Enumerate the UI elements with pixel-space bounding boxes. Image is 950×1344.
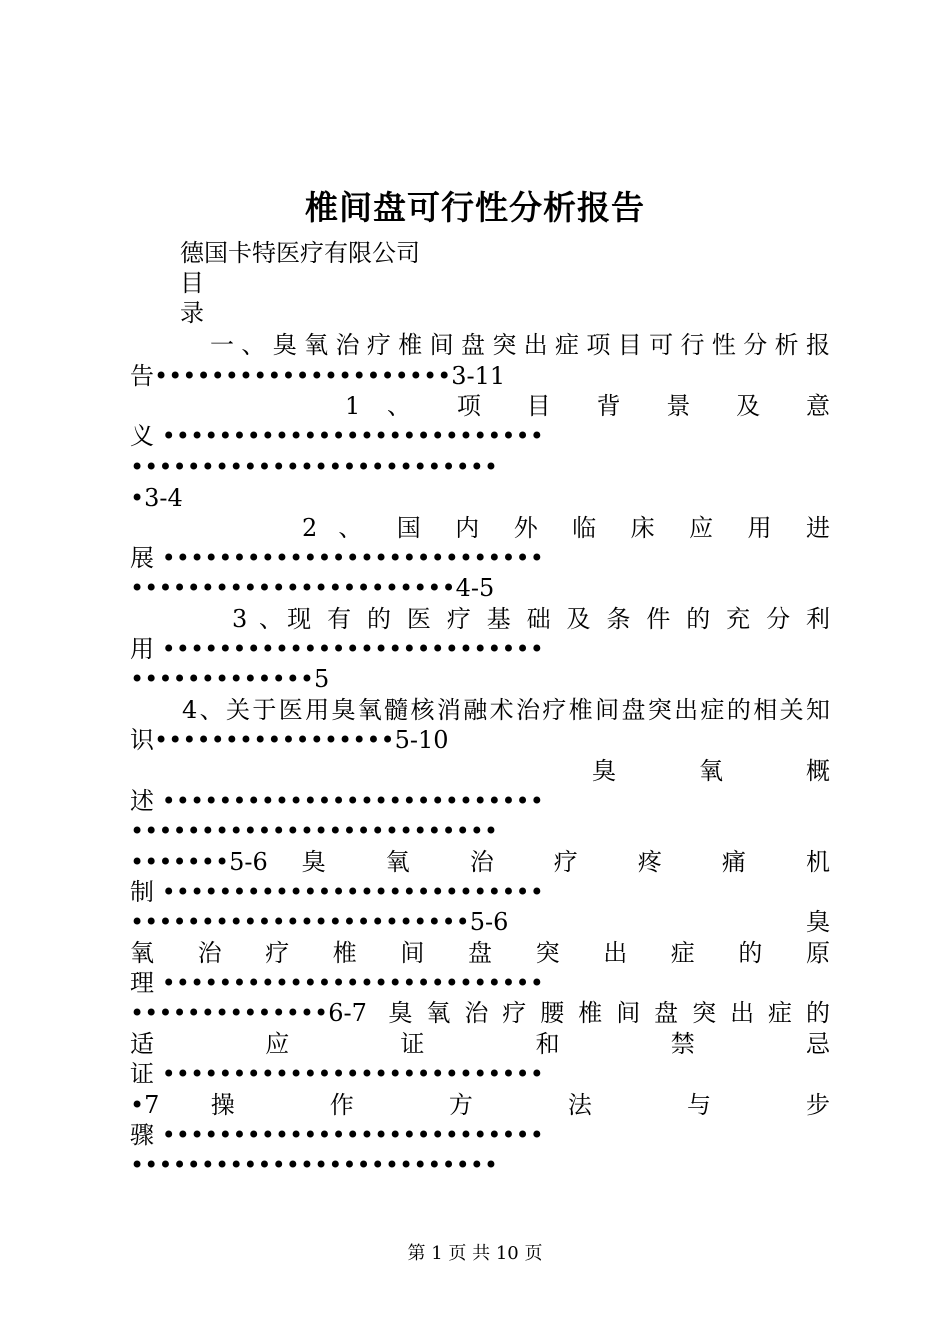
- toc-entry-dots: •••••••••••••••••••••••4-5: [130, 574, 495, 602]
- toc-entry: ••••••••••••••6-7 臭氧治疗腰椎间盘突出症的: [130, 999, 830, 1027]
- toc-entry: 臭 氧 概: [592, 757, 830, 785]
- page-number-footer: 第 1 页 共 10 页: [407, 1243, 543, 1264]
- document-title: 椎间盘可行性分析报告: [305, 188, 645, 227]
- toc-entry-dots: •3-4: [130, 484, 183, 512]
- toc-entry-dots: ••••••••••••••••••••••••••: [130, 817, 499, 845]
- toc-entry: 3 、现 有 的 医 疗 基 础 及 条 件 的 充 分 利: [232, 605, 830, 633]
- toc-entry: •••••••5-6 臭 氧 治 疗 疼 痛 机: [130, 848, 830, 876]
- toc-entry-dots: •••••••••••••5: [130, 665, 330, 693]
- toc-entry-dots: 理 •••••••••••••••••••••••••••: [130, 969, 544, 997]
- toc-entry-dots: 制 •••••••••••••••••••••••••••: [130, 878, 544, 906]
- toc-entry: 氧 治 疗 椎 间 盘 突 出 症 的 原: [130, 939, 830, 967]
- toc-entry: 2 、 国 内 外 临 床 应 用 进: [302, 514, 830, 542]
- toc-entry-dots: 用 •••••••••••••••••••••••••••: [130, 635, 544, 663]
- toc-entry-dots: 证 •••••••••••••••••••••••••••: [130, 1060, 544, 1088]
- toc-entry: 适 应 证 和 禁 忌: [130, 1030, 830, 1058]
- toc-entry-dots: 告•••••••••••••••••••••3-11: [130, 362, 506, 390]
- toc-entry-dots: 骤 •••••••••••••••••••••••••••: [130, 1121, 544, 1149]
- toc-heading-lu: 录: [180, 299, 204, 327]
- toc-entry-dots: 展 •••••••••••••••••••••••••••: [130, 544, 544, 572]
- toc-entry-dots: ••••••••••••••••••••••••••: [130, 453, 499, 481]
- toc-heading-mu: 目: [180, 269, 204, 297]
- toc-entry-dots: 义 •••••••••••••••••••••••••••: [130, 422, 544, 450]
- toc-entry: ••••••••••••••••••••••••5-6 臭: [130, 908, 830, 936]
- toc-entry: •7 操 作 方 法 与 步: [130, 1091, 830, 1119]
- toc-entry-dots: 述 •••••••••••••••••••••••••••: [130, 787, 544, 815]
- toc-entry: 一、臭氧治疗椎间盘突出症项目可行性分析报: [210, 331, 830, 359]
- toc-entry-dots: 识•••••••••••••••••5-10: [130, 726, 449, 754]
- toc-entry: 4、关于医用臭氧髓核消融术治疗椎间盘突出症的相关知: [182, 696, 830, 724]
- toc-entry-dots: ••••••••••••••••••••••••••: [130, 1151, 499, 1179]
- company-name: 德国卡特医疗有限公司: [180, 239, 420, 267]
- toc-entry: 1 、 项 目 背 景 及 意: [345, 392, 830, 420]
